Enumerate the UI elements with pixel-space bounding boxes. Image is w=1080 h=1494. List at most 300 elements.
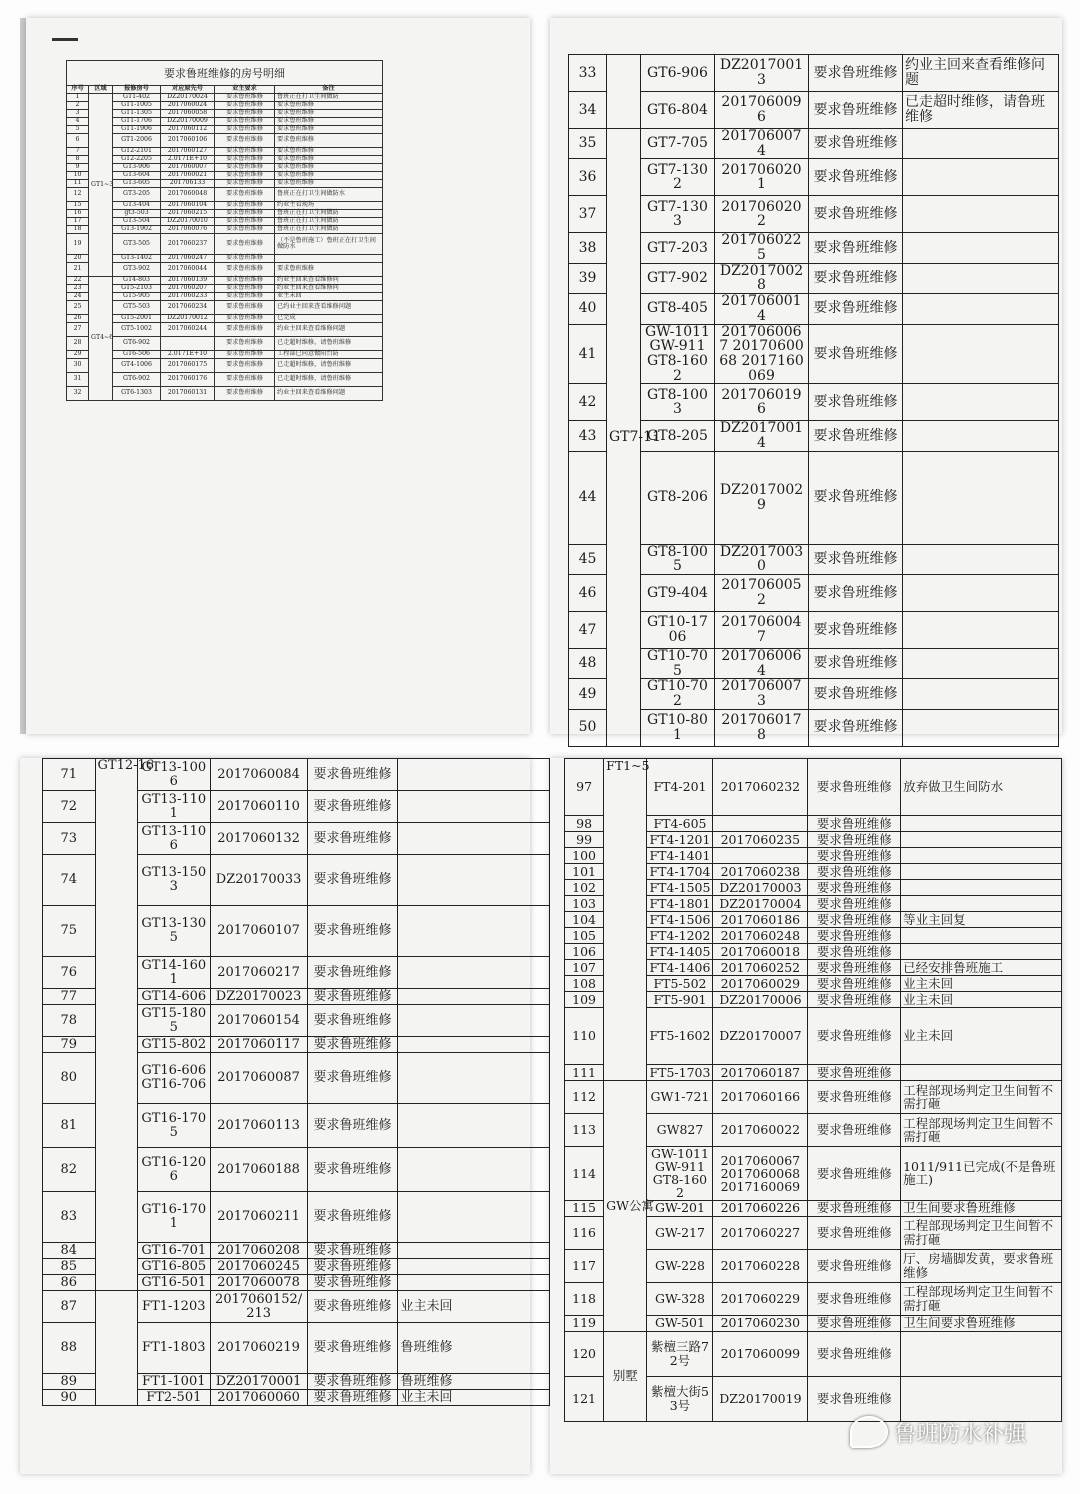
row-number: 10 (67, 172, 89, 180)
row-number: 1 (67, 94, 89, 102)
original-number: DZ20170023 (210, 989, 307, 1005)
room-number: GT2-2205 (113, 156, 161, 164)
room-number: GW-501 (647, 1315, 713, 1331)
room-number: GT5-2103 (113, 285, 161, 293)
original-number: 2017060117 (210, 1037, 307, 1053)
region-cell: GT1~3 (89, 94, 113, 277)
remark: 要求鲁班维修 (275, 110, 383, 118)
original-number: 2017060175 (161, 359, 215, 373)
original-number: 2017060131 (161, 387, 215, 401)
row-number: 24 (67, 293, 89, 301)
owner-request: 要求鲁班维修 (307, 989, 398, 1005)
owner-request: 要求鲁班维修 (215, 373, 275, 387)
room-number: GT16-1701 (137, 1192, 210, 1243)
owner-request: 要求鲁班维修 (215, 134, 275, 148)
original-number: 2017060106 (161, 134, 215, 148)
row-number: 18 (67, 226, 89, 234)
column-header: 序号 (67, 86, 89, 94)
table-row (67, 255, 383, 263)
original-number: 2017060217 (210, 957, 307, 989)
room-number: GT2-2101 (113, 148, 161, 156)
table-row (565, 1081, 1062, 1114)
table-row (43, 1291, 550, 1323)
table-title: 要求鲁班维修的房号明细 (66, 60, 383, 85)
row-number: 113 (565, 1114, 604, 1147)
original-number: DZ20170006 (713, 992, 808, 1008)
owner-request: 要求鲁班维修 (808, 759, 901, 816)
room-number: FT1-1803 (137, 1323, 210, 1374)
table-row (569, 324, 1059, 384)
original-number: 2017060087 (210, 1053, 307, 1104)
remark (903, 384, 1059, 421)
remark: 业主未回 (398, 1291, 550, 1323)
owner-request: 要求鲁班维修 (307, 1192, 398, 1243)
remark (398, 1037, 550, 1053)
table-row (67, 387, 383, 401)
original-number: 2017060021 (161, 172, 215, 180)
room-number: GT10-705 (641, 649, 715, 679)
room-number: GT10-1706 (641, 612, 715, 649)
owner-request: 要求鲁班维修 (215, 323, 275, 337)
original-number: 2017060076 (161, 226, 215, 234)
room-number: FT5-1602 (647, 1008, 713, 1065)
remark (398, 791, 550, 823)
remark: 约业主回来查看维修问 (275, 285, 383, 293)
owner-request: 要求鲁班维修 (808, 896, 901, 912)
table-row (569, 129, 1059, 159)
row-number: 28 (67, 337, 89, 351)
room-number: GT15-802 (137, 1037, 210, 1053)
owner-request: 要求鲁班维修 (809, 384, 903, 421)
original-number: 2017060227 (713, 1216, 808, 1249)
owner-request: 要求鲁班维修 (307, 1037, 398, 1053)
row-number: 6 (67, 134, 89, 148)
remark: 卫生间要求鲁班维修 (901, 1315, 1062, 1331)
owner-request: 要求鲁班维修 (809, 159, 903, 196)
original-number: 2017060237 (161, 234, 215, 255)
room-number: FT4-1801 (647, 896, 713, 912)
room-number: GT5-503 (113, 301, 161, 315)
original-number: DZ20170003 (713, 880, 808, 896)
row-number: 33 (569, 55, 607, 92)
remark: 要求鲁班维修 (275, 180, 383, 188)
row-number: 4 (67, 118, 89, 126)
row-number: 47 (569, 612, 607, 649)
owner-request: 要求鲁班维修 (808, 1331, 901, 1376)
owner-request: 要求鲁班维修 (215, 293, 275, 301)
remark: 约业主回来查看维修问题 (275, 323, 383, 337)
owner-request: 要求鲁班维修 (307, 1390, 398, 1406)
owner-request: 要求鲁班维修 (215, 102, 275, 110)
owner-request: 要求鲁班维修 (808, 832, 901, 848)
row-number: 116 (565, 1216, 604, 1249)
owner-request: 要求鲁班维修 (809, 679, 903, 709)
owner-request: 要求鲁班维修 (808, 1114, 901, 1147)
owner-request: 要求鲁班维修 (215, 110, 275, 118)
remark (903, 263, 1059, 293)
owner-request: 要求鲁班维修 (808, 1315, 901, 1331)
row-number: 115 (565, 1200, 604, 1216)
row-number: 108 (565, 976, 604, 992)
original-number: 2017060058 (161, 110, 215, 118)
room-number: GT6-1303 (113, 387, 161, 401)
room-number: GT6-804 (641, 92, 715, 129)
room-number: GW-217 (647, 1216, 713, 1249)
original-number: 2017060215 (161, 210, 215, 218)
room-number: GT7-902 (641, 263, 715, 293)
table-row (569, 384, 1059, 421)
remark: 要求鲁班维修 (275, 263, 383, 277)
remark: 鲁班正在打卫生间做防 (275, 218, 383, 226)
owner-request: 要求鲁班维修 (307, 823, 398, 855)
remark (901, 944, 1062, 960)
room-number: GT5-2001 (113, 315, 161, 323)
table-row (67, 285, 383, 293)
paper-sheet (26, 18, 530, 734)
row-number: 120 (565, 1331, 604, 1376)
region-cell: GT7-11 (607, 129, 641, 747)
remark: 厅、房墙脚发黄，要求鲁班维修 (901, 1249, 1062, 1282)
room-number: GT8-205 (641, 421, 715, 451)
table-row (569, 233, 1059, 263)
region-cell (607, 55, 641, 129)
row-number: 71 (43, 759, 96, 791)
owner-request: 要求鲁班维修 (307, 1259, 398, 1275)
owner-request: 要求鲁班维修 (808, 880, 901, 896)
room-number: GT16-1705 (137, 1104, 210, 1148)
remark (903, 233, 1059, 263)
remark: 要求鲁班维修 (275, 148, 383, 156)
room-number: GT7-203 (641, 233, 715, 263)
remark (398, 957, 550, 989)
remark (901, 832, 1062, 848)
room-number: FT4-201 (647, 759, 713, 816)
original-number: 2017060112 (161, 126, 215, 134)
row-number: 117 (565, 1249, 604, 1282)
row-number: 114 (565, 1147, 604, 1201)
row-number: 101 (565, 864, 604, 880)
row-number: 104 (565, 912, 604, 928)
repair-table-2 (568, 54, 1059, 747)
row-number: 12 (67, 188, 89, 202)
remark: 已经安排鲁班施工 (901, 960, 1062, 976)
original-number: 2017060104 (161, 202, 215, 210)
remark: 工程部现场判定卫生间暂不需打砸 (901, 1081, 1062, 1114)
owner-request: 要求鲁班维修 (215, 94, 275, 102)
original-number: DZ20170024 (161, 94, 215, 102)
room-number: GT8-405 (641, 294, 715, 324)
remark (398, 1104, 550, 1148)
original-number: 2017060152/213 (210, 1291, 307, 1323)
region-cell (95, 1291, 137, 1406)
table-row (67, 263, 383, 277)
owner-request: 要求鲁班维修 (808, 912, 901, 928)
owner-request: 要求鲁班维修 (307, 1104, 398, 1148)
owner-request: 要求鲁班维修 (307, 957, 398, 989)
original-number: 2017060074 (715, 129, 809, 159)
remark: 鲁班正在打卫生间做防 (275, 94, 383, 102)
remark: 鲁班正在打卫生间做防 (275, 210, 383, 218)
row-number: 112 (565, 1081, 604, 1114)
table-row (67, 359, 383, 373)
remark: 鲁班维修 (398, 1323, 550, 1374)
owner-request: 要求鲁班维修 (808, 1065, 901, 1081)
row-number: 45 (569, 544, 607, 574)
remark: 业主未回 (901, 992, 1062, 1008)
paper-sheet (20, 758, 530, 1474)
table-row (67, 188, 383, 202)
table-row (569, 649, 1059, 679)
row-number: 89 (43, 1374, 96, 1390)
original-number: 2017060060 (210, 1390, 307, 1406)
owner-request: 要求鲁班维修 (215, 255, 275, 263)
original-number: 2017060113 (210, 1104, 307, 1148)
owner-request: 要求鲁班维修 (809, 612, 903, 649)
remark (398, 1148, 550, 1192)
table-row (67, 102, 383, 110)
column-header: 业主要求 (215, 86, 275, 94)
column-header: 报修房号 (113, 86, 161, 94)
owner-request: 要求鲁班维修 (215, 337, 275, 351)
owner-request: 要求鲁班维修 (808, 1147, 901, 1201)
remark: 业主未回 (275, 293, 383, 301)
original-number: 2017060139 (161, 277, 215, 285)
original-number: 2017060230 (713, 1315, 808, 1331)
owner-request: 要求鲁班维修 (307, 1005, 398, 1037)
owner-request: 要求鲁班维修 (809, 294, 903, 324)
row-number: 29 (67, 351, 89, 359)
room-number: FT4-1406 (647, 960, 713, 976)
room-number: FT1-1203 (137, 1291, 210, 1323)
remark: 工程部已同意做阳台防 (275, 351, 383, 359)
remark: 已约业主回来查看维修问题 (275, 301, 383, 315)
remark: 放弃做卫生间防水 (901, 759, 1062, 816)
room-number: GT13-1106 (137, 823, 210, 855)
owner-request: 要求鲁班维修 (215, 315, 275, 323)
row-number: 26 (67, 315, 89, 323)
original-number: 2017060044 (161, 263, 215, 277)
original-number: DZ20170007 (713, 1008, 808, 1065)
table-row (569, 709, 1059, 746)
table-row (569, 92, 1059, 129)
owner-request: 要求鲁班维修 (809, 233, 903, 263)
room-number: FT1-1001 (137, 1374, 210, 1390)
owner-request: 要求鲁班维修 (809, 451, 903, 544)
table-row (67, 226, 383, 234)
original-number: 2017060014 (715, 294, 809, 324)
owner-request: 要求鲁班维修 (809, 55, 903, 92)
row-number: 118 (565, 1282, 604, 1315)
room-number: GT3-1402 (113, 255, 161, 263)
row-number: 32 (67, 387, 89, 401)
original-number: 2017060084 (210, 759, 307, 791)
row-number: 97 (565, 759, 604, 816)
remark: 业主未回 (901, 976, 1062, 992)
row-number: 35 (569, 129, 607, 159)
owner-request: 要求鲁班维修 (307, 1243, 398, 1259)
room-number: GT4-1006 (113, 359, 161, 373)
original-number: 2017060234 (161, 301, 215, 315)
remark (398, 823, 550, 855)
region-cell: GT4~6 (89, 277, 113, 401)
row-number: 30 (67, 359, 89, 373)
row-number: 38 (569, 233, 607, 263)
owner-request: 要求鲁班维修 (215, 210, 275, 218)
column-header: 区域 (89, 86, 113, 94)
room-number: GT3-505 (113, 234, 161, 255)
remark (901, 848, 1062, 864)
original-number: 2017060232 (713, 759, 808, 816)
remark (903, 451, 1059, 544)
room-number: GT10-801 (641, 709, 715, 746)
row-number: 20 (67, 255, 89, 263)
row-number: 39 (569, 263, 607, 293)
room-number: gt3-503 (113, 210, 161, 218)
owner-request: 要求鲁班维修 (307, 1323, 398, 1374)
row-number: 73 (43, 823, 96, 855)
table-row (569, 196, 1059, 233)
table-row (67, 180, 383, 188)
owner-request: 要求鲁班维修 (808, 960, 901, 976)
row-number: 119 (565, 1315, 604, 1331)
original-number: 2017060052 (715, 575, 809, 612)
room-number: GW1-721 (647, 1081, 713, 1114)
row-number: 102 (565, 880, 604, 896)
remark (398, 759, 550, 791)
remark (398, 855, 550, 906)
original-number: 2017060245 (210, 1259, 307, 1275)
room-number: FT4-1202 (647, 928, 713, 944)
table-row (67, 234, 383, 255)
remark (398, 1243, 550, 1259)
room-number: GT1-1706 (113, 118, 161, 126)
original-number: 2017060176 (161, 373, 215, 387)
owner-request: 要求鲁班维修 (307, 1148, 398, 1192)
original-number: 2017060107 (210, 906, 307, 957)
room-number: GT7-705 (641, 129, 715, 159)
owner-request: 要求鲁班维修 (808, 992, 901, 1008)
original-number: 2017060166 (713, 1081, 808, 1114)
room-number: GT1-1906 (113, 126, 161, 134)
original-number: 2.0171E+10 (161, 156, 215, 164)
original-number: 2017060248 (713, 928, 808, 944)
table-row (67, 301, 383, 315)
row-number: 27 (67, 323, 89, 337)
remark: 要求鲁班维修 (275, 172, 383, 180)
original-number: 2017060022 (713, 1114, 808, 1147)
owner-request: 要求鲁班维修 (215, 234, 275, 255)
remark: 要求鲁班维修 (275, 102, 383, 110)
room-number: GW-1011 GW-911 GT8-1602 (647, 1147, 713, 1201)
room-number: GT6-902 (113, 337, 161, 351)
room-number: GT6-902 (113, 373, 161, 387)
original-number: 2017060187 (713, 1065, 808, 1081)
pen-mark (52, 38, 78, 41)
row-number: 49 (569, 679, 607, 709)
owner-request: 要求鲁班维修 (215, 301, 275, 315)
table-row (67, 118, 383, 126)
row-number: 8 (67, 156, 89, 164)
owner-request: 要求鲁班维修 (808, 944, 901, 960)
owner-request: 要求鲁班维修 (809, 92, 903, 129)
room-number: GT13-1503 (137, 855, 210, 906)
table-row (67, 293, 383, 301)
owner-request: 要求鲁班维修 (809, 196, 903, 233)
remark (901, 816, 1062, 832)
original-number: 2017060047 (715, 612, 809, 649)
remark (398, 1005, 550, 1037)
remark (903, 159, 1059, 196)
original-number: 2017060099 (713, 1331, 808, 1376)
remark: 要求鲁班维修 (275, 126, 383, 134)
table-row (569, 294, 1059, 324)
room-number: GT13-1101 (137, 791, 210, 823)
original-number: 2017060048 (161, 188, 215, 202)
room-number: GW-228 (647, 1249, 713, 1282)
room-number: FT4-1704 (647, 864, 713, 880)
original-number: DZ20170012 (161, 315, 215, 323)
room-number: GT3-504 (113, 218, 161, 226)
region-cell: 别墅 (604, 1331, 647, 1421)
original-number: DZ20170004 (713, 896, 808, 912)
owner-request: 要求鲁班维修 (809, 575, 903, 612)
column-header: 对应原先号 (161, 86, 215, 94)
original-number: DZ20170029 (715, 451, 809, 544)
region-cell: GW公寓 (604, 1081, 647, 1332)
remark: 业主未回 (901, 1008, 1062, 1065)
room-number: GT7-1303 (641, 196, 715, 233)
original-number: 2017060201 (715, 159, 809, 196)
original-number: 2017060228 (713, 1249, 808, 1282)
row-number: 21 (67, 263, 89, 277)
table-row (43, 759, 550, 791)
table-row (67, 373, 383, 387)
row-number: 110 (565, 1008, 604, 1065)
original-number: DZ20170033 (210, 855, 307, 906)
row-number: 84 (43, 1243, 96, 1259)
table-row (565, 759, 1062, 816)
room-number: GW-1011 GW-911 GT8-1602 (641, 324, 715, 384)
owner-request: 要求鲁班维修 (215, 285, 275, 293)
row-number: 16 (67, 210, 89, 218)
owner-request: 要求鲁班维修 (808, 864, 901, 880)
owner-request: 要求鲁班维修 (808, 1200, 901, 1216)
original-number: 2017060196 (715, 384, 809, 421)
room-number: FT4-1405 (647, 944, 713, 960)
original-number: 2017060178 (715, 709, 809, 746)
owner-request: 要求鲁班维修 (307, 855, 398, 906)
table-row (67, 110, 383, 118)
remark (398, 1053, 550, 1104)
remark: （不是鲁班施工）鲁班正在打卫生间做防水 (275, 234, 383, 255)
owner-request: 要求鲁班维修 (215, 164, 275, 172)
table-row (67, 94, 383, 102)
remark: 已走超时维修，请鲁班维修 (275, 373, 383, 387)
row-number: 85 (43, 1259, 96, 1275)
remark: 要求鲁班维修 (275, 134, 383, 148)
original-number: 2017060211 (210, 1192, 307, 1243)
owner-request: 要求鲁班维修 (215, 118, 275, 126)
owner-request: 要求鲁班维修 (215, 202, 275, 210)
table-row (569, 575, 1059, 612)
owner-request: 要求鲁班维修 (307, 791, 398, 823)
owner-request: 要求鲁班维修 (307, 1374, 398, 1390)
remark (901, 880, 1062, 896)
remark (903, 612, 1059, 649)
original-number: 2017060188 (210, 1148, 307, 1192)
repair-table-1 (66, 60, 383, 401)
table-row (67, 156, 383, 164)
